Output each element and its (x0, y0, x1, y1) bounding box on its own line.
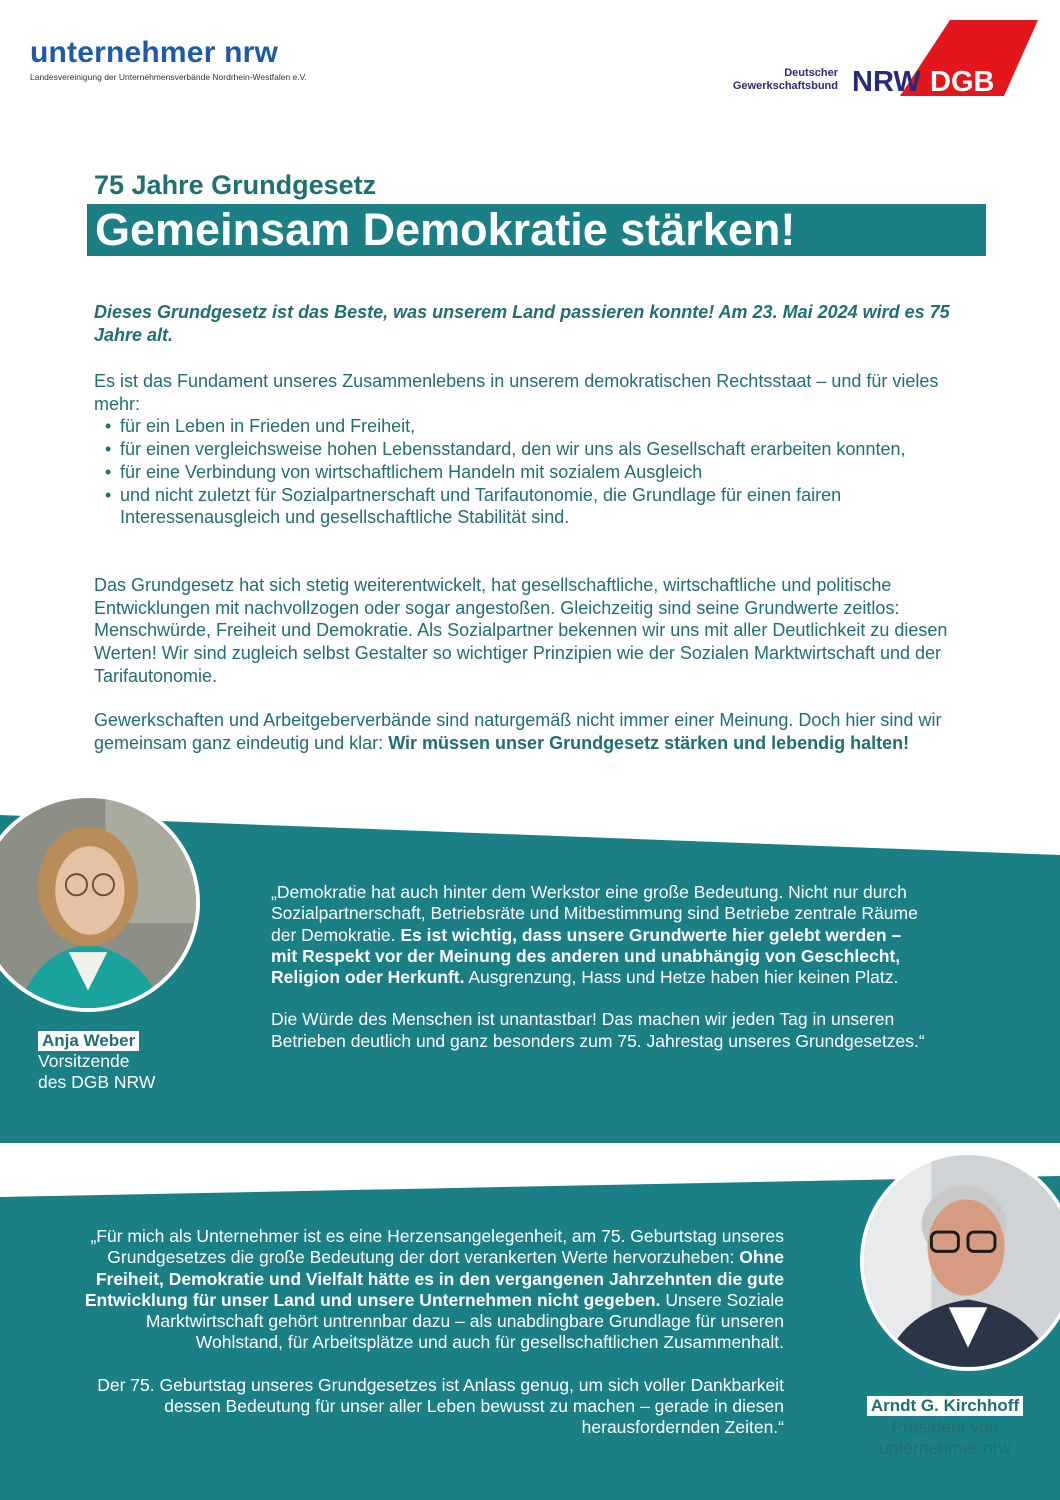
logo-subtitle: Landesvereinigung der Unternehmensverbände Nordrhein-Westfalen e.V. (30, 72, 307, 82)
quote-paragraph-2: Die Würde des Menschen ist unantastbar! Das machen wir jeden Tag in unseren Betrieben deutlich und ganz besonders zum 75. Jahrestag unseres Grundgesetzes.“ (271, 1009, 925, 1051)
signature-anja-weber (38, 1031, 155, 1093)
paragraph-development: Das Grundgesetz hat sich stetig weiterentwickelt, hat gesellschaftliche, wirtschaftliche und politische Entwicklungen mit nachvollzogen oder sogar angestoßen. Gleichzeitig sind seine Grundwerte zeitlos: Menschwürde, Freiheit und Demokratie. Als Sozialpartner bekennen wir uns mit aller Deutlichkeit zu diesen Werten! Wir sind zugleich selbst Gestalter so wichtiger Prinzipien wie der Sozialen Marktwirtschaft und der Tarifautonomie. (94, 575, 948, 686)
unternehmer-nrw-logo (30, 38, 307, 82)
quote-bold: Es ist wichtig, dass unsere Grundwerte hier gelebt werden – mit Respekt vor der Meinung des anderen und unabhängig von Geschlecht, Religion oder Herkunft. (271, 924, 902, 988)
dgb-label-line1: Deutscher (784, 67, 838, 79)
list-item: • und nicht zuletzt für Sozialpartnerschaft und Tarifautonomie, die Grundlage für einen fairen Interessenausgleich und gesellschaftliche Stabilität sind. (94, 484, 954, 529)
portrait-arndt-kirchhoff (860, 1151, 1060, 1371)
signature-arndt-kirchhoff (850, 1395, 1040, 1459)
quote-text: Unsere Soziale Marktwirtschaft gehört untrennbar dazu – als unabdingbare Grundlage für unseren Wohlstand, für Arbeitsplätze und auch für gesellschaftlichen Zusammenhalt. (145, 1289, 784, 1353)
dgb-text: DGB (930, 66, 995, 96)
bullet-list (94, 415, 954, 529)
role-line: des DGB NRW (38, 1072, 156, 1092)
quote-text: Ausgrenzung, Hass und Hetze haben hier keinen Platz. (464, 967, 899, 988)
quote-text: „Für mich als Unternehmer ist es eine Herzensangelegenheit, am 75. Geburtstag unseres Grundgesetzes die große Bedeutung der dort verankerten Werte hervorzuheben: (90, 1226, 784, 1268)
dgb-label (733, 67, 838, 93)
page-title: Gemeinsam Demokratie stärken! (87, 204, 986, 256)
portrait-face (928, 1199, 1005, 1295)
quote-text: „Demokratie hat auch hinter dem Werkstor eine große Bedeutung. Nicht nur durch Sozialpartnerschaft, Betriebsräte und Mitbestimmung sind Betriebe zentrale Räume der Demokratie. (271, 882, 918, 945)
name-tag: Arndt G. Kirchhoff (866, 1395, 1024, 1417)
paragraph-intro: Es ist das Fundament unseres Zusammenlebens in unserem demokratischen Rechtsstaat – und für vieles mehr: (94, 371, 939, 414)
lead-paragraph: Dieses Grundgesetz ist das Beste, was unserem Land passieren konnte! Am 23. Mai 2024 wird es 75 Jahre alt. (94, 302, 950, 345)
name-tag: Anja Weber (38, 1031, 139, 1051)
kicker: 75 Jahre Grundgesetz (94, 170, 377, 200)
logo-brand-text: unternehmer nrw (30, 36, 279, 69)
quote-bold: Ohne Freiheit, Demokratie und Vielfalt hätte es in den vergangenen Jahrzehnten die gute Entwicklung für unser Land und unsere Unternehmen nicht gegeben. (84, 1247, 784, 1310)
dgb-label-line2: Gewerkschaftsbund (732, 80, 838, 92)
list-item: • für einen vergleichsweise hohen Lebensstandard, den wir uns als Gesellschaft erarbeiten konnten, (94, 438, 954, 461)
list-item: • für ein Leben in Frieden und Freiheit, (94, 415, 954, 438)
conclusion-bold: Wir müssen unser Grundgesetz stärken und lebendig halten! (388, 732, 910, 753)
quote-arndt-kirchhoff (60, 1226, 784, 1439)
quote-anja-weber (271, 882, 931, 1052)
list-item: • für eine Verbindung von wirtschaftlichem Handeln mit sozialem Ausgleich (94, 461, 954, 484)
role-line: unternehmer nrw (878, 1438, 1012, 1458)
paragraph-foundation (94, 370, 954, 529)
dgb-nrw-text: NRW (852, 66, 921, 96)
quote-paragraph-1 (60, 1226, 784, 1354)
quote-paragraph-2: Der 75. Geburtstag unseres Grundgesetzes ist Anlass genug, um sich voller Dankbarkeit dessen Bedeutung für unser aller Leben bewusst zu machen – gerade in diesen herausfordernden Zeiten.“ (97, 1374, 784, 1438)
quote-paragraph-1 (271, 882, 931, 988)
portrait-face (55, 846, 124, 935)
conclusion-text: Gewerkschaften und Arbeitgeberverbände sind naturgemäß nicht immer einer Meinung. Doch hier sind wir gemeinsam ganz eindeutig und klar: (94, 710, 942, 753)
dgb-logo (852, 20, 1038, 96)
role-line: Vorsitzende (38, 1051, 130, 1071)
paragraph-conclusion (94, 709, 954, 754)
role-line: Präsident von (891, 1417, 999, 1437)
